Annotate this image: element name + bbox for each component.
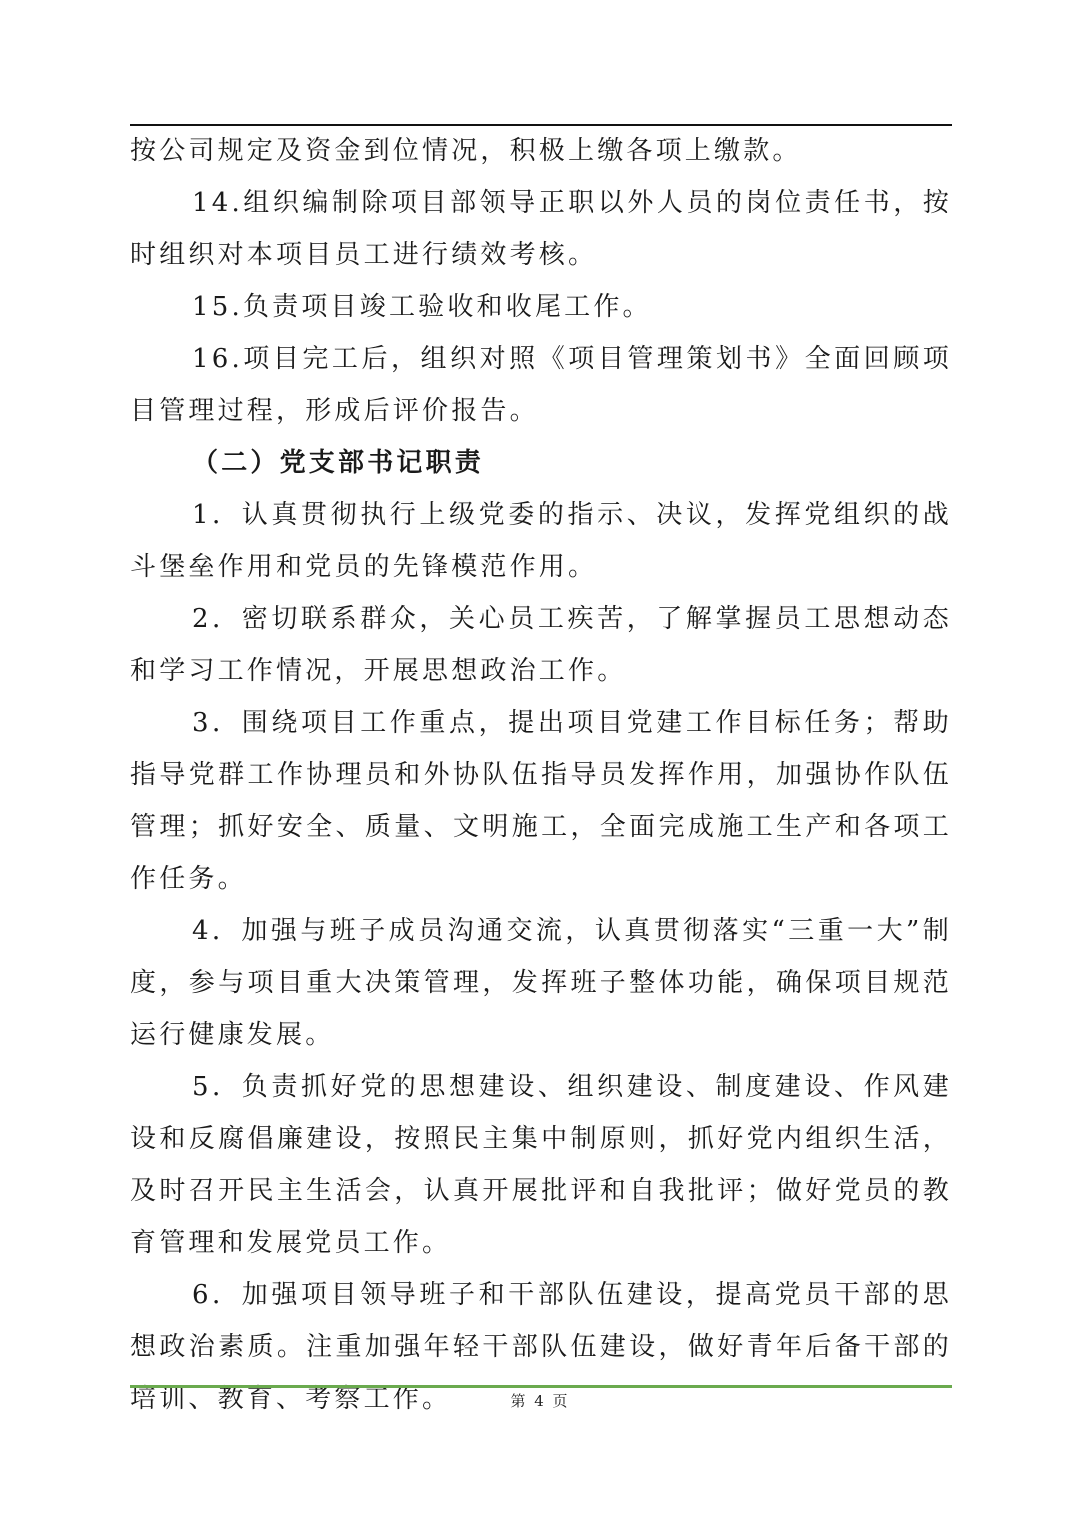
duty-item-4: 4．加强与班子成员沟通交流，认真贯彻落实“三重一大”制度，参与项目重大决策管理，发挥班子整体功能，确保项目规范运行健康发展。 (130, 916, 952, 1050)
footer-rule (130, 1385, 952, 1388)
duty-item-3: 3．围绕项目工作重点，提出项目党建工作目标任务；帮助指导党群工作协理员和外协队伍指导员发挥作用，加强协作队伍管理；抓好安全、质量、文明施工，全面完成施工生产和各项工作任务。 (130, 708, 952, 894)
paragraph-14: 14.组织编制除项目部领导正职以外人员的岗位责任书，按时组织对本项目员工进行绩效考核。 (130, 188, 952, 270)
paragraph-15: 15.负责项目竣工验收和收尾工作。 (192, 292, 652, 322)
duty-item-6: 6．加强项目领导班子和干部队伍建设，提高党员干部的思想政治素质。注重加强年轻干部队伍建设，做好青年后备干部的培训、教育、考察工作。 (130, 1280, 952, 1414)
page-number: 第 4 页 (510, 1392, 570, 1410)
section-heading-party-secretary: （二）党支部书记职责 (192, 448, 485, 478)
document-body (130, 125, 952, 1425)
duty-item-2: 2．密切联系群众，关心员工疾苦，了解掌握员工思想动态和学习工作情况，开展思想政治工作。 (130, 604, 952, 686)
duty-item-5: 5．负责抓好党的思想建设、组织建设、制度建设、作风建设和反腐倡廉建设，按照民主集中制原则，抓好党内组织生活，及时召开民主生活会，认真开展批评和自我批评；做好党员的教育管理和发展党员工作。 (130, 1072, 952, 1258)
paragraph-16: 16.项目完工后，组织对照《项目管理策划书》全面回顾项目管理过程，形成后评价报告。 (130, 344, 952, 426)
duty-item-1: 1．认真贯彻执行上级党委的指示、决议，发挥党组织的战斗堡垒作用和党员的先锋模范作用。 (130, 500, 952, 582)
paragraph-13-continuation: 按公司规定及资金到位情况，积极上缴各项上缴款。 (130, 136, 802, 166)
